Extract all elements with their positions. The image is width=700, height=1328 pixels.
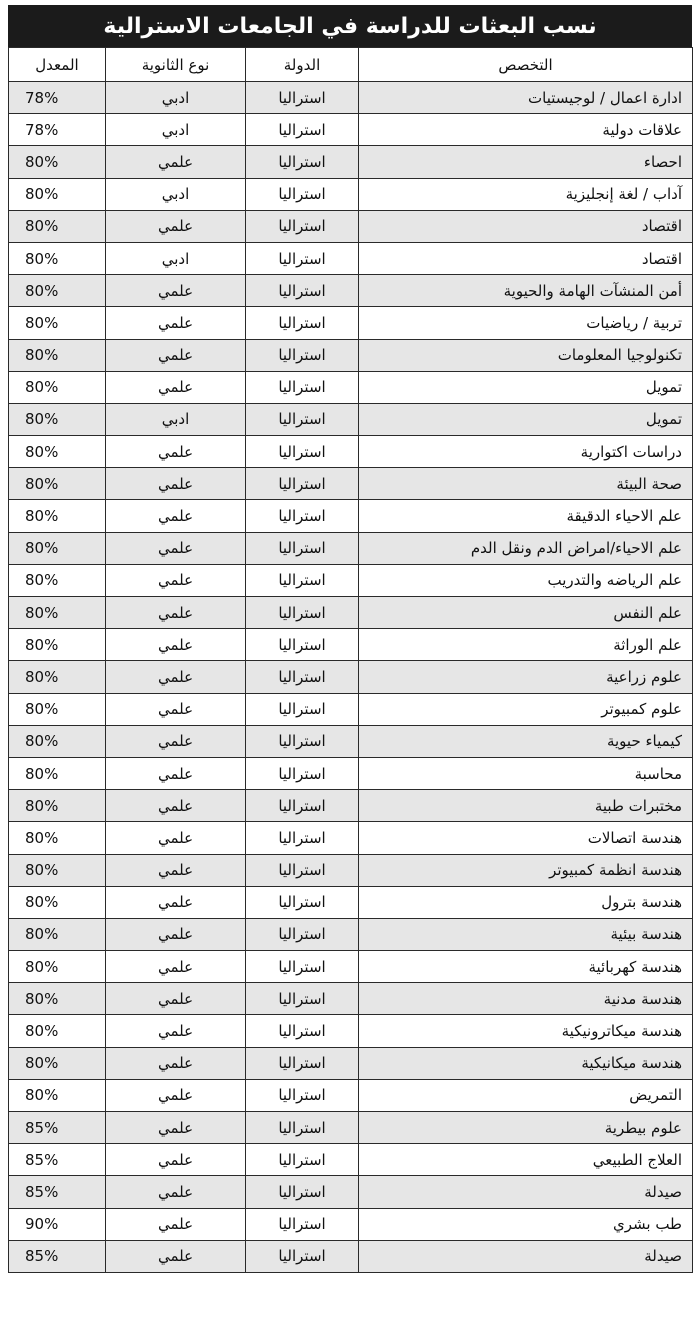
cell-country: استراليا [246,951,359,983]
cell-school-type: علمي [106,629,246,661]
cell-specialization: احصاء [359,146,693,178]
cell-country: استراليا [246,339,359,371]
cell-country: استراليا [246,307,359,339]
cell-rate: 80% [9,693,106,725]
cell-specialization: علم الوراثة [359,629,693,661]
cell-country: استراليا [246,629,359,661]
cell-specialization: علوم كمبيوتر [359,693,693,725]
cell-school-type: علمي [106,1015,246,1047]
cell-country: استراليا [246,371,359,403]
cell-school-type: علمي [106,951,246,983]
cell-rate: 85% [9,1112,106,1144]
cell-country: استراليا [246,1015,359,1047]
cell-school-type: ادبي [106,82,246,114]
cell-country: استراليا [246,82,359,114]
cell-country: استراليا [246,790,359,822]
cell-country: استراليا [246,210,359,242]
cell-specialization: هندسة انظمة كمبيوتر [359,854,693,886]
table-row [9,951,693,983]
cell-specialization: أمن المنشآت الهامة والحيوية [359,275,693,307]
table-row [9,886,693,918]
cell-rate: 85% [9,1240,106,1272]
cell-rate: 80% [9,178,106,210]
cell-rate: 80% [9,1015,106,1047]
cell-rate: 78% [9,82,106,114]
table-row [9,307,693,339]
cell-specialization: تكنولوجيا المعلومات [359,339,693,371]
cell-school-type: علمي [106,1047,246,1079]
cell-school-type: علمي [106,339,246,371]
cell-school-type: علمي [106,1112,246,1144]
cell-rate: 85% [9,1176,106,1208]
cell-specialization: علوم بيطرية [359,1112,693,1144]
cell-school-type: ادبي [106,403,246,435]
cell-specialization: هندسة اتصالات [359,822,693,854]
scholarship-table [8,47,693,1273]
cell-school-type: علمي [106,918,246,950]
cell-country: استراليا [246,983,359,1015]
cell-school-type: علمي [106,790,246,822]
cell-specialization: ادارة اعمال / لوجيستيات [359,82,693,114]
table-row [9,371,693,403]
table-row [9,1176,693,1208]
cell-rate: 80% [9,242,106,274]
table-row [9,725,693,757]
cell-specialization: علاقات دولية [359,114,693,146]
cell-rate: 80% [9,532,106,564]
cell-rate: 80% [9,983,106,1015]
cell-school-type: علمي [106,1240,246,1272]
table-row [9,242,693,274]
cell-specialization: تربية / رياضيات [359,307,693,339]
cell-specialization: صحة البيئة [359,468,693,500]
cell-rate: 80% [9,725,106,757]
header-row [9,48,693,82]
cell-specialization: كيمياء حيوية [359,725,693,757]
cell-rate: 80% [9,1047,106,1079]
cell-country: استراليا [246,918,359,950]
cell-country: استراليا [246,1240,359,1272]
cell-country: استراليا [246,693,359,725]
table-row [9,1240,693,1272]
cell-rate: 80% [9,629,106,661]
cell-school-type: علمي [106,886,246,918]
cell-country: استراليا [246,178,359,210]
cell-country: استراليا [246,1176,359,1208]
cell-school-type: ادبي [106,242,246,274]
cell-school-type: علمي [106,597,246,629]
cell-rate: 80% [9,275,106,307]
cell-rate: 80% [9,951,106,983]
table-row [9,564,693,596]
cell-country: استراليا [246,564,359,596]
cell-specialization: هندسة بيئية [359,918,693,950]
cell-specialization: صيدلة [359,1240,693,1272]
cell-country: استراليا [246,500,359,532]
cell-rate: 80% [9,468,106,500]
table-title: نسب البعثات للدراسة في الجامعات الاسترالية [8,5,692,47]
cell-rate: 80% [9,436,106,468]
table-row [9,532,693,564]
cell-rate: 80% [9,403,106,435]
table-row [9,1015,693,1047]
cell-country: استراليا [246,597,359,629]
table-row [9,403,693,435]
table-row [9,1047,693,1079]
cell-specialization: تمويل [359,403,693,435]
cell-specialization: علوم زراعية [359,661,693,693]
cell-country: استراليا [246,886,359,918]
cell-school-type: ادبي [106,178,246,210]
cell-school-type: علمي [106,371,246,403]
cell-country: استراليا [246,1208,359,1240]
cell-specialization: طب بشري [359,1208,693,1240]
cell-rate: 80% [9,210,106,242]
cell-specialization: محاسبة [359,757,693,789]
cell-country: استراليا [246,114,359,146]
cell-country: استراليا [246,242,359,274]
cell-specialization: آداب / لغة إنجليزية [359,178,693,210]
cell-specialization: علم الرياضه والتدريب [359,564,693,596]
cell-specialization: هندسة كهربائية [359,951,693,983]
cell-rate: 80% [9,661,106,693]
cell-school-type: علمي [106,1176,246,1208]
cell-specialization: علم الاحياء الدقيقة [359,500,693,532]
cell-specialization: تمويل [359,371,693,403]
cell-country: استراليا [246,468,359,500]
cell-specialization: اقتصاد [359,210,693,242]
cell-specialization: مختبرات طبية [359,790,693,822]
table-row [9,1079,693,1111]
cell-country: استراليا [246,146,359,178]
table-row [9,918,693,950]
cell-country: استراليا [246,403,359,435]
cell-rate: 80% [9,564,106,596]
cell-specialization: هندسة بترول [359,886,693,918]
cell-country: استراليا [246,1112,359,1144]
cell-school-type: علمي [106,468,246,500]
cell-rate: 80% [9,757,106,789]
cell-rate: 78% [9,114,106,146]
header-school-type: نوع الثانوية [106,48,246,82]
cell-school-type: علمي [106,757,246,789]
table-row [9,146,693,178]
table-row [9,114,693,146]
cell-school-type: علمي [106,500,246,532]
cell-rate: 80% [9,918,106,950]
cell-specialization: علم الاحياء/امراض الدم ونقل الدم [359,532,693,564]
cell-specialization: هندسة ميكاترونيكية [359,1015,693,1047]
cell-school-type: علمي [106,1208,246,1240]
cell-country: استراليا [246,1144,359,1176]
cell-country: استراليا [246,822,359,854]
cell-school-type: علمي [106,1079,246,1111]
table-row [9,822,693,854]
cell-school-type: علمي [106,436,246,468]
cell-country: استراليا [246,1047,359,1079]
cell-country: استراليا [246,436,359,468]
table-row [9,757,693,789]
cell-school-type: علمي [106,661,246,693]
table-row [9,210,693,242]
cell-rate: 85% [9,1144,106,1176]
header-specialization: التخصص [359,48,693,82]
table-row [9,436,693,468]
cell-country: استراليا [246,854,359,886]
cell-rate: 80% [9,146,106,178]
cell-specialization: التمريض [359,1079,693,1111]
cell-school-type: علمي [106,307,246,339]
table-row [9,339,693,371]
table-row [9,1144,693,1176]
cell-rate: 80% [9,371,106,403]
cell-specialization: علم النفس [359,597,693,629]
table-row [9,983,693,1015]
table-row [9,661,693,693]
table-row [9,500,693,532]
cell-rate: 80% [9,822,106,854]
cell-school-type: علمي [106,532,246,564]
table-row [9,597,693,629]
cell-country: استراليا [246,661,359,693]
cell-school-type: علمي [106,854,246,886]
cell-school-type: علمي [106,725,246,757]
cell-school-type: علمي [106,983,246,1015]
cell-school-type: علمي [106,210,246,242]
cell-country: استراليا [246,757,359,789]
table-row [9,1208,693,1240]
table-row [9,178,693,210]
cell-rate: 80% [9,307,106,339]
cell-rate: 80% [9,500,106,532]
table-row [9,82,693,114]
header-rate: المعدل [9,48,106,82]
cell-school-type: ادبي [106,114,246,146]
table-row [9,629,693,661]
cell-rate: 80% [9,790,106,822]
cell-specialization: دراسات اكتوارية [359,436,693,468]
cell-country: استراليا [246,1079,359,1111]
cell-specialization: صيدلة [359,1176,693,1208]
cell-school-type: علمي [106,822,246,854]
cell-rate: 80% [9,854,106,886]
table-row [9,854,693,886]
cell-rate: 90% [9,1208,106,1240]
header-country: الدولة [246,48,359,82]
table-row [9,1112,693,1144]
table-row [9,693,693,725]
cell-rate: 80% [9,886,106,918]
cell-country: استراليا [246,725,359,757]
cell-specialization: هندسة ميكانيكية [359,1047,693,1079]
table-row [9,468,693,500]
table-row [9,275,693,307]
cell-school-type: علمي [106,693,246,725]
cell-country: استراليا [246,532,359,564]
cell-specialization: اقتصاد [359,242,693,274]
cell-school-type: علمي [106,564,246,596]
cell-rate: 80% [9,339,106,371]
cell-rate: 80% [9,1079,106,1111]
cell-school-type: علمي [106,275,246,307]
cell-country: استراليا [246,275,359,307]
cell-school-type: علمي [106,146,246,178]
table-body [9,82,693,1273]
cell-specialization: هندسة مدنية [359,983,693,1015]
cell-rate: 80% [9,597,106,629]
cell-specialization: العلاج الطبيعي [359,1144,693,1176]
cell-school-type: علمي [106,1144,246,1176]
table-row [9,790,693,822]
